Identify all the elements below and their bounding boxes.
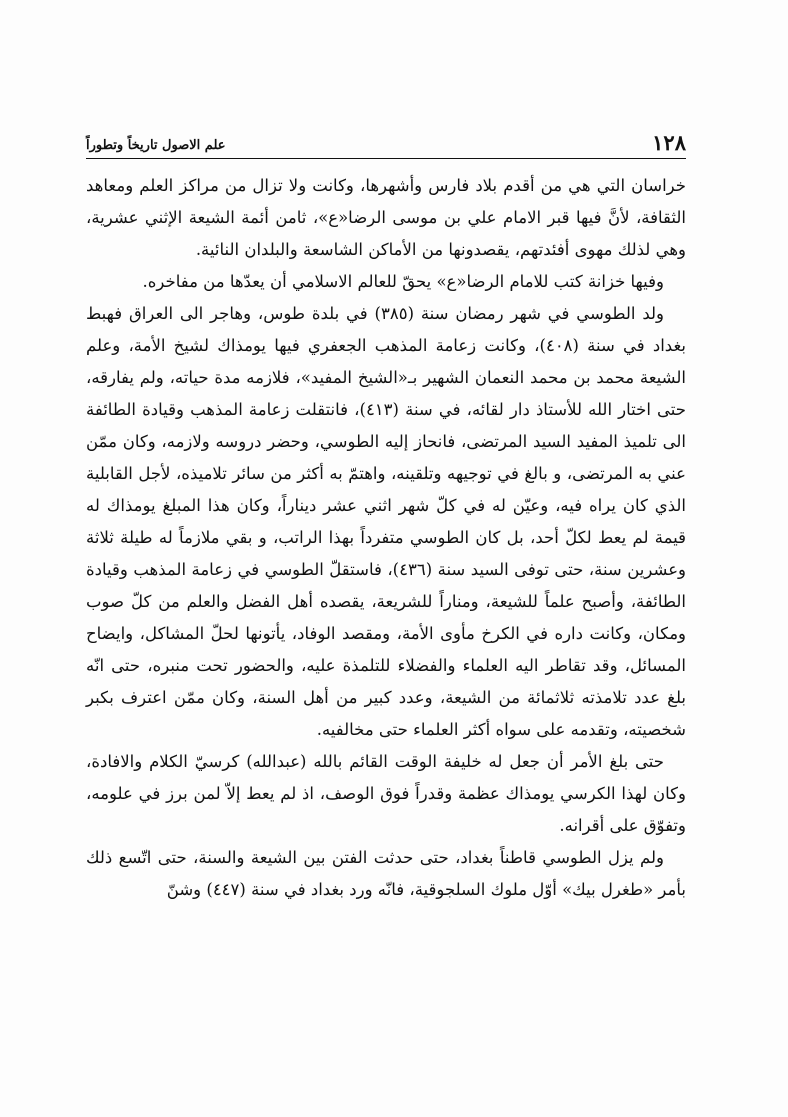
running-title: علم الاصول تاريخاً وتطوراً xyxy=(86,138,226,153)
paragraph: وفيها خزانة كتب للامام الرضا«ع» يحقّ للعالم الاسلامي أن يعدّها من مفاخره. xyxy=(142,272,664,291)
page-header xyxy=(86,126,686,159)
paragraph: خراسان التي هي من أقدم بلاد فارس وأشهرها، وكانت ولا تزال من مراكز العلم ومعاهد الثقافة، لأنَّ فيها قبر الامام علي بن موسى الرضا«ع»، ثامن أئمة الشيعة الإثني عشرية، وهي لذلك مهوى أفئدتهم، يقصدونها من الأماكن الشاسعة والبلدان النائية. xyxy=(86,176,686,259)
paragraph: ولم يزل الطوسي قاطناً بغداد، حتى حدثت الفتن بين الشيعة والسنة، حتى اتّسع ذلك بأمر «طغرل بيك» أوّل ملوك السلجوقية، فانّه ورد بغداد في سنة (٤٤٧) وشنّ xyxy=(86,848,686,899)
page-number: ١٢٨ xyxy=(652,130,686,155)
paragraph: حتى بلغ الأمر أن جعل له خليفة الوقت القائم بالله (عبدالله) كرسيّ الكلام والافادة، وكان لهذا الكرسي يومذاك عظمة وقدراً فوق الوصف، اذ لم يعط إلاّ لمن برز في علومه، وتفوّق على أقرانه. xyxy=(86,752,686,835)
body-text xyxy=(86,170,686,906)
paragraph: ولد الطوسي في شهر رمضان سنة (٣٨٥) في بلدة طوس، وهاجر الى العراق فهبط بغداد في سنة (٤٠٨)، وكانت زعامة المذهب الجعفري فيها يومذاك لشيخ الأمة، وعلم الشيعة محمد بن محمد النعمان الشهير بـ«الشيخ المفيد»، فلازمه مدة حياته، ولم يفارقه، حتى اختار الله للأستاذ دار لقائه، في سنة (٤١٣)، فانتقلت زعامة المذهب وقيادة الطائفة الى تلميذ المفيد السيد المرتضى، فانحاز إليه الطوسي، وحضر دروسه ولازمه، وكان ممّن عني به المرتضى، و بالغ في توجيهه وتلقينه، واهتمّ به أكثر من سائر تلاميذه، لأجل القابلية الذي كان يراه فيه، وعيّن له في كلّ شهر اثني عشر ديناراً، وكان هذا المبلغ يومذاك له قيمة لم يعط لكلّ أحد، بل كان الطوسي متفرداً بهذا الراتب، و بقي ملازماً له طيلة ثلاثة وعشرين سنة، حتى توفى السيد سنة (٤٣٦)، فاستقلّ الطوسي في زعامة المذهب وقيادة الطائفة، وأصبح علماً للشيعة، ومناراً للشريعة، يقصده أهل الفضل والعلم من كلّ صوب ومكان، وكانت داره في الكرخ مأوى الأمة، ومقصد الوفاد، يأتونها لحلّ المشاكل، وايضاح المسائل، وقد تقاطر اليه العلماء والفضلاء للتلمذة عليه، والحضور تحت منبره، حتى انّه بلغ عدد تلامذته ثلاثمائة من الشيعة، وعدد كبير من أهل السنة، وكان ممّن اعترف بكبر شخصيته، وتقدمه على سواه أكثر العلماء حتى مخالفيه. xyxy=(86,304,687,739)
